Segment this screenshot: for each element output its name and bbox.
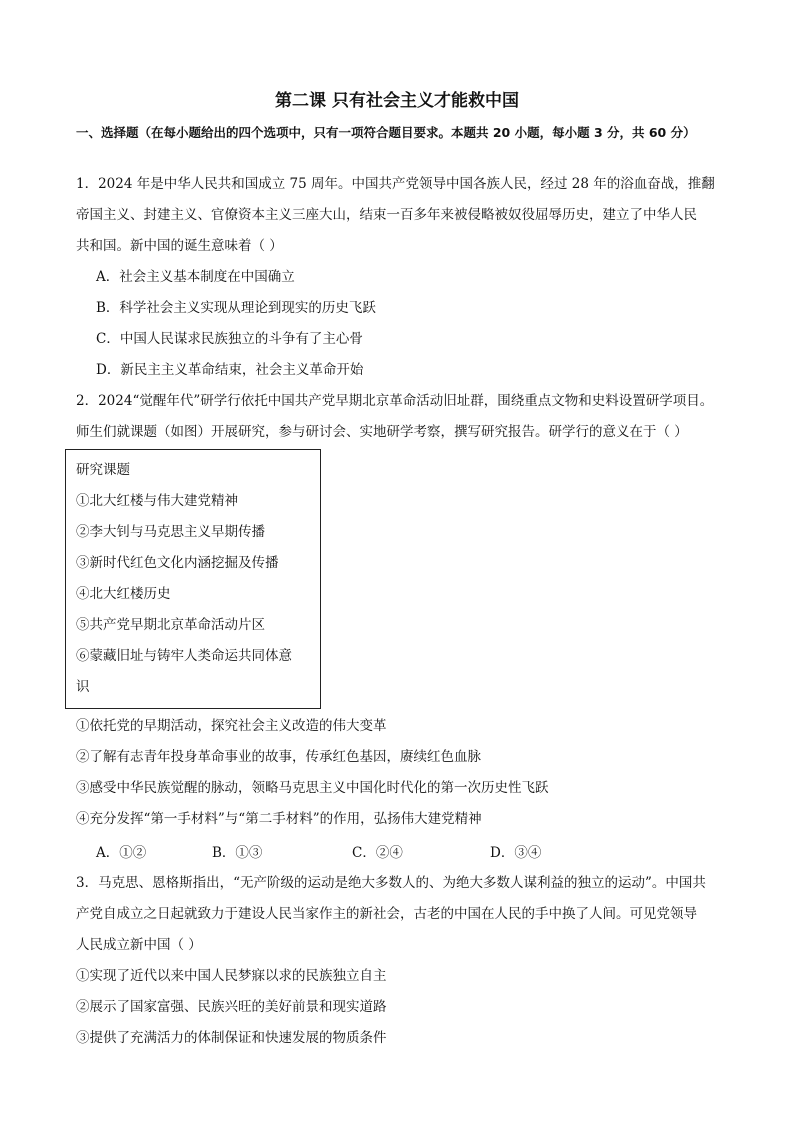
q2-statement: ①依托党的早期活动，探究社会主义改造的伟大变革 [76, 718, 387, 734]
research-topic-item: ④北大红楼历史 [76, 586, 171, 602]
q1-stem-line: 共和国。新中国的诞生意味着（ ） [76, 238, 283, 254]
q2-stem-line: 2．2024“觉醒年代”研学行依托中国共产党早期北京革命活动旧址群，围绕重点文物和史料设置研学项目。 [76, 393, 714, 409]
research-topic-item: 识 [76, 679, 90, 695]
q1-option-a: A．社会主义基本制度在中国确立 [96, 269, 295, 285]
q3-stem-line: 人民成立新中国（ ） [76, 937, 202, 953]
research-topic-item: ②李大钊与马克思主义早期传播 [76, 524, 265, 540]
section-heading: 一、选择题（在每小题给出的四个选项中，只有一项符合题目要求。本题共 20 小题，每小题 3 分，共 60 分） [76, 125, 696, 140]
q2-statement: ②了解有志青年投身革命事业的故事，传承红色基因，赓续红色血脉 [76, 749, 481, 765]
q2-stem-line: 师生们就课题（如图）开展研究，参与研讨会、实地研学考察，撰写研究报告。研学行的意义在于（ ） [76, 424, 688, 440]
q3-statement: ③提供了充满活力的体制保证和快速发展的物质条件 [76, 1030, 387, 1046]
q3-stem-line: 产党自成立之日起就致力于建设人民当家作主的新社会，古老的中国在人民的手中换了人间。可见党领导 [76, 906, 697, 922]
q2-choice-c: C．②④ [352, 845, 403, 861]
q3-statement: ②展示了国家富强、民族兴旺的美好前景和现实道路 [76, 999, 387, 1015]
q1-stem-line: 帝国主义、封建主义、官僚资本主义三座大山，结束一百多年来被侵略被奴役屈辱历史，建立了中华人民 [76, 207, 697, 223]
q2-statement: ④充分发挥“第一手材料”与“第二手材料”的作用，弘扬伟大建党精神 [76, 811, 482, 827]
q2-statement: ③感受中华民族觉醒的脉动，领略马克思主义中国化时代化的第一次历史性飞跃 [76, 780, 549, 796]
research-topic-item: ①北大红楼与伟大建党精神 [76, 493, 238, 509]
page-title: 第二课 只有社会主义才能救中国 [275, 91, 519, 111]
research-topic-item: ③新时代红色文化内涵挖掘及传播 [76, 555, 279, 571]
q1-option-c: C．中国人民谋求民族独立的斗争有了主心骨 [96, 331, 363, 347]
research-topic-item: ⑤共产党早期北京革命活动片区 [76, 617, 265, 633]
q2-choice-d: D．③④ [490, 845, 542, 861]
q2-choice-b: B．①③ [212, 845, 263, 861]
q1-option-d: D．新民主主义革命结束，社会主义革命开始 [96, 362, 364, 378]
q3-statement: ①实现了近代以来中国人民梦寐以求的民族独立自主 [76, 968, 387, 984]
q3-stem-line: 3．马克思、恩格斯指出，“无产阶级的运动是绝大多数人的、为绝大多数人谋利益的独立的运动”。中国共 [76, 875, 706, 891]
research-topics-heading: 研究课题 [76, 462, 130, 478]
q1-option-b: B．科学社会主义实现从理论到现实的历史飞跃 [96, 300, 376, 316]
research-topics-box [65, 449, 321, 709]
q2-choice-a: A．①② [96, 845, 147, 861]
research-topic-item: ⑥蒙藏旧址与铸牢人类命运共同体意 [76, 648, 292, 664]
q1-stem-line: 1．2024 年是中华人民共和国成立 75 周年。中国共产党领导中国各族人民，经过 28 年的浴血奋战，推翻 [76, 176, 715, 192]
